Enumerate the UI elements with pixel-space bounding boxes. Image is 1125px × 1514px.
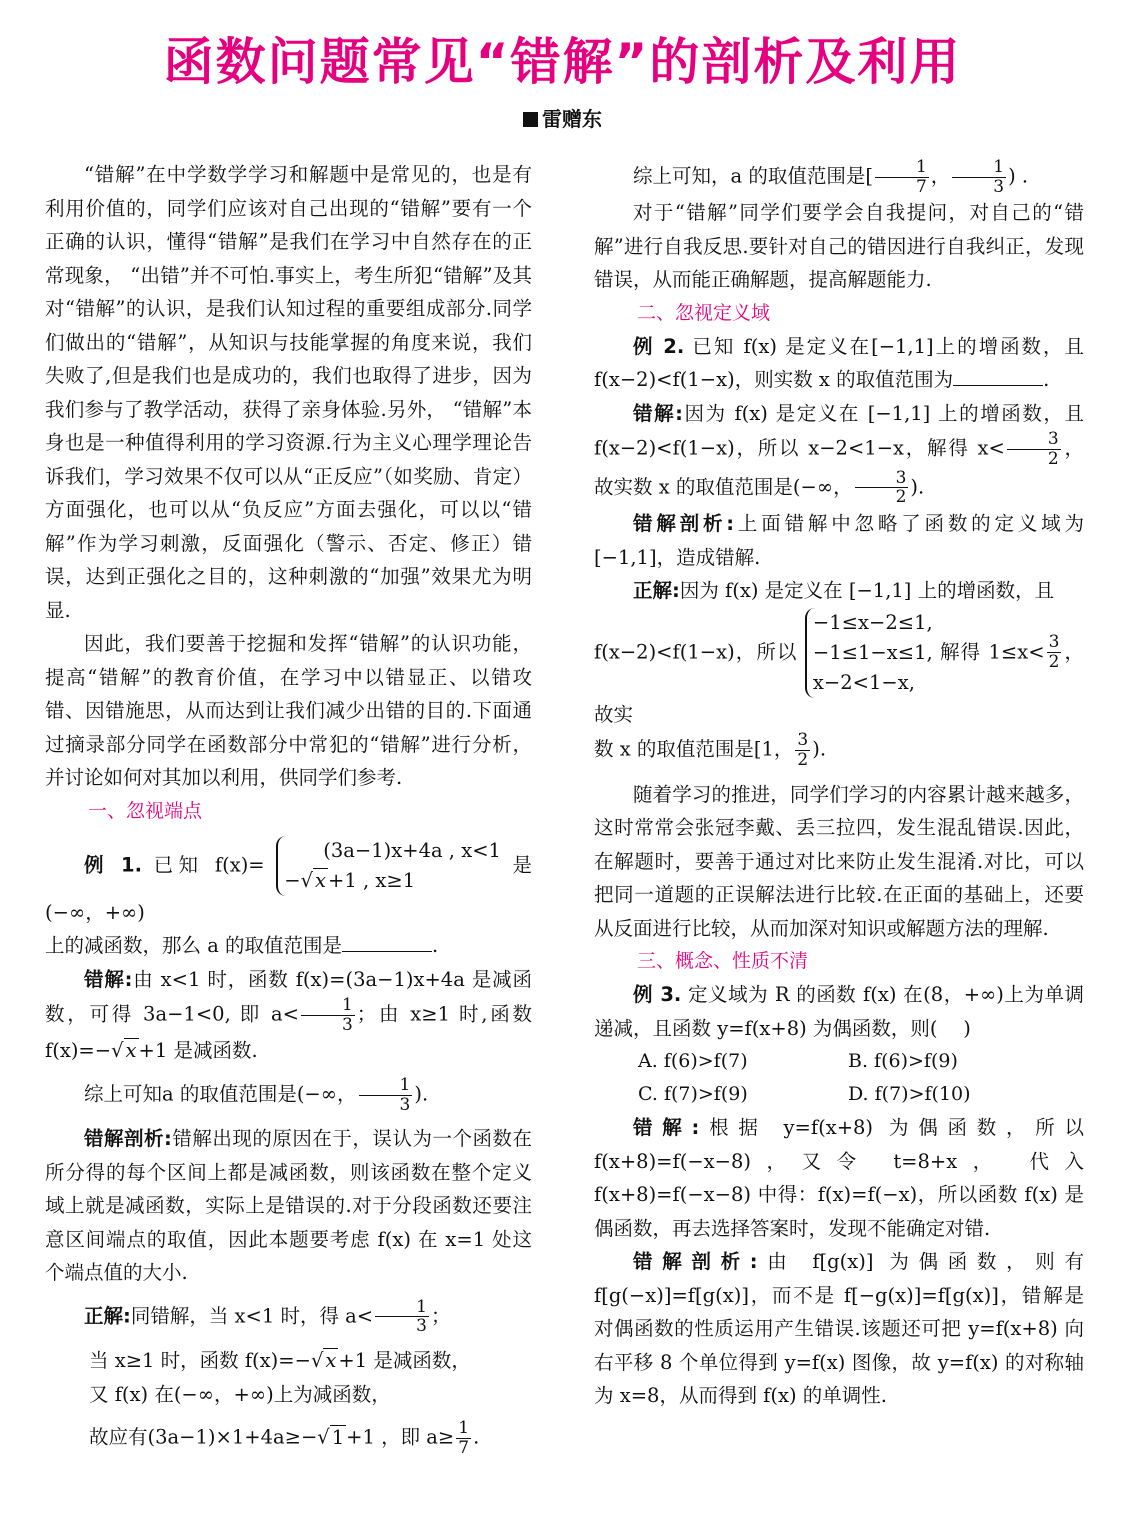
reflection-paragraph: 对于“错解”同学们要学会自我提问，对自己的“错解”进行自我反思.要针对自己的错因进行自我纠正，发现错误，从而能正确解题，提高解题能力. <box>594 201 1084 292</box>
answer-blank <box>342 951 432 952</box>
analysis-3: 错解剖析:由 f[g(x)] 为偶函数，则有 f[g(−x)]=f[g(x)]，而不是 f[−g(x)]=f[g(x)]，错解是对偶函数的性质运用产生错误.该题还可把 y=f(x+8) 向右平移 8 个单位得到 y=f(x) 图像，故 y=f(x) 的对称轴为 x=8，从而得到 f(x) 的单调性. <box>594 1250 1084 1407</box>
example-2: 例 2. 已知 f(x) 是定义在[−1,1]上的增函数，且 f(x−2)<f(1−x)，则实数 x 的取值范围为 . <box>594 334 1085 392</box>
answer-blank <box>953 385 1043 386</box>
author-name: 雷赠东 <box>542 107 602 131</box>
option-c[interactable]: C. f(7)>f(9) <box>638 1083 748 1105</box>
option-a[interactable]: A. f(6)>f(7) <box>638 1050 748 1072</box>
summary-range: 综上可知，a 的取值范围是[ $\frac{1}{7}$ ， $\frac{1}{3}$ ) . <box>633 157 1029 197</box>
option-d[interactable]: D. f(7)>f(10) <box>848 1083 971 1105</box>
wrong-solution-1: 错解:由 x<1 时，函数 f(x)=(3a−1)x+4a 是减函数，可得 3a−1<0, 即 a< $\frac{1}{3}$ ；由 x≥1 时,函数 f(x)=−√ x +1 是减函数. <box>45 967 532 1063</box>
analysis-1: 错解剖析:错解出现的原因在于，误认为一个函数在所分得的每个区间上都是减函数，则该函数在整个定义域上就是减函数，实际上是错误的.对于分段函数还要注意区间端点的取值，因此本题要考虑 f(x) 在 x=1 处这个端点值的大小. <box>45 1127 532 1285</box>
section-heading-3: 三、概念、性质不清 <box>637 950 809 972</box>
analysis-2: 错解剖析:上面错解中忽略了函数的定义域为[−1,1]，造成错解. <box>594 512 1084 569</box>
wrong-solution-2: 错解:因为 f(x) 是定义在 [−1,1] 上的增函数，且 f(x−2)<f(1−x)，所以 x−2<1−x，解得 x< $\frac{3}{2}$ ，故实数 x 的取值范围是(−∞， $\frac{3}{2}$ ). <box>594 401 1084 508</box>
section-heading-2: 二、忽视定义域 <box>637 301 771 324</box>
square-bullet-icon <box>523 112 538 127</box>
option-b[interactable]: B. f(6)>f(9) <box>848 1050 958 1072</box>
system-brace: −1≤x−2≤1, −1≤1−x≤1, x−2<1−x, <box>805 608 933 698</box>
sqrt-icon: √ <box>310 1349 324 1373</box>
summary-1: 综上可知a 的取值范围是(−∞， $\frac{1}{3}$ ). <box>84 1074 429 1115</box>
article-title: 函数问题常见“错解”的剖析及利用 <box>163 33 962 91</box>
sqrt-icon: √ <box>111 1039 124 1063</box>
section-heading-1: 一、忽视端点 <box>88 799 203 822</box>
left-column: “错解”在中学数学学习和解题中是常见的，也是有利用价值的，同学们应该对自己出现的“错解”要有一个正确的认识，懂得“错解”是我们在学习中自然存在的正常现象， “出错”并不可怕.事实上，考生所犯“错解”及其对“错解”的认识，是我们认知过程的重要组成部分.同学们做出的“错解”，从知识与技能掌握的角度来说，我们失败了,但是我们也是成功的，我们也取得了进步，因为我们参与了教学活动，获得了亲身体验.另外， “错解”本身也是一种值得利用的学习资源.行为主义心理学理论告诉我们，学习效果不仅可以从“正反应”（如奖励、肯定）方面强化，也可以从“负反应”方面去强化，可以以“错解”作为学习刺激，反面强化（警示、否定、修正）错误，达到正强化之目的，这种刺激的“加强”效果尤为明显. 因此，我们要善于挖掘和发挥“错解”的认识功能，提高“错解”的教育价值，在学习中以错显正、以错攻错、因错施思，从而达到让我们减少出错的目的.下面通过摘录部分同学在函数部分中常犯的“错解”进行分析，并讨论如何对其加以利用，供同学们参考. 一、忽视端点 例 1. 已知 f(x)= (3a−1)x+4a , x<1 −√ x +1 , x≥1 是(−∞，+∞) 上的减函数，那么 a 的取值范围是 . 错解:由 x<1 时，函数 f(x)=(3a−1)x+4a 是减函数，可得 3a−1<0, 即 a< $\frac{1}{3}$ ；由 x≥1 时,函数 f(x)=−√ x +1 是减函数. 综上可知a 的取值范围是(−∞， $\frac{1}{3}$ ). 错解剖析:错解出现的原因在于，误认为一个函数在所分得的每个区间上都是减函数，则该函数在整个定义域上就是减函数，实际上是错误的.对于分段函数还要注意区间端点的取值，因此本题要考虑 f(x) 在 x=1 处这个端点值的大小. 正解:同错解，当 x<1 时，得 a< $\frac{1}{3}$ ； 当 x≥1 时，函数 f(x)=−√ x +1 是减函数， 又 f(x) 在(−∞，+∞)上为减函数， 故应有(3a−1)×1+4a≥−√ 1 +1 ，即 a≥ $\frac{1}{7}$ . <box>45 158 532 1458</box>
right-column: 综上可知，a 的取值范围是[ $\frac{1}{7}$ ， $\frac{1}{3}$ ) . 对于“错解”同学们要学会自我提问，对自己的“错解”进行自我反思.要针对自己的错因进行自我纠正，发现错误，从而能正确解题，提高解题能力. 二、忽视定义域 例 2. 已知 f(x) 是定义在[−1,1]上的增函数，且 f(x−2)<f(1−x)，则实数 x 的取值范围为 . 错解:因为 f(x) 是定义在 [−1,1] 上的增函数，且 f(x−2)<f(1−x)，所以 x−2<1−x，解得 x< $\frac{3}{2}$ ，故实数 x 的取值范围是(−∞， $\frac{3}{2}$ ). 错解剖析:上面错解中忽略了函数的定义域为[−1,1]，造成错解. 正解:因为 f(x) 是定义在 [−1,1] 上的增函数，且 f(x−2)<f(1−x)，所以 −1≤x−2≤1, −1≤1−x≤1, x−2<1−x, 解得 1≤x< $\frac{3}{2}$ ，故实 数 x 的取值范围是[1， $\frac{3}{2}$ ). 随着学习的推进，同学们学习的内容累计越来越多，这时常常会张冠李戴、丢三拉四，发生混乱错误.因此，在解题时，要善于通过对比来防止发生混淆.对比，可以把同一道题的正误解法进行比较.在正面的基础上，还要从反面进行比较，从而加深对知识或解题方法的理解. 三、概念、性质不清 例 3. 定义域为 R 的函数 f(x) 在(8，+∞)上为单调递减，且函数 y=f(x+8) 为偶函数，则( ) A. f(6)>f(7) B. f(6)>f(9) C. f(7)>f(9) D. f(7)>f(10) 错解:根据 y=f(x+8) 为偶函数，所以 f(x+8)=f(−x−8)，又令 t=8+x， 代入 f(x+8)=f(−x−8) 中得：f(x)=f(−x)，所以函数 f(x) 是偶函数，再去选择答案时，发现不能确定对错. 错解剖析:由 f[g(x)] 为偶函数，则有 f[g(−x)]=f[g(x)]，而不是 f[−g(x)]=f[g(x)]，错解是对偶函数的性质运用产生错误.该题还可把 y=f(x+8) 向右平移 8 个单位得到 y=f(x) 图像，故 y=f(x) 的对称轴为 x=8，从而得到 f(x) 的单调性. <box>594 158 1084 1413</box>
piecewise-brace: (3a−1)x+4a , x<1 −√ x +1 , x≥1 <box>276 836 501 896</box>
wrong-solution-3: 错解:根据 y=f(x+8) 为偶函数，所以 f(x+8)=f(−x−8)，又令 t=8+x， 代入 f(x+8)=f(−x−8) 中得：f(x)=f(−x)，所以函数 f(x) 是偶函数，再去选择答案时，发现不能确定对错. <box>594 1116 1084 1240</box>
correct-solution-1: 正解:同错解，当 x<1 时，得 a< $\frac{1}{3}$ ； <box>84 1296 451 1337</box>
answer-options <box>594 1045 1084 1111</box>
example-3: 例 3. 定义域为 R 的函数 f(x) 在(8，+∞)上为单调递减，且函数 y=f(x+8) 为偶函数，则( ) <box>594 983 1084 1040</box>
correct-solution-2: 正解:因为 f(x) 是定义在 [−1,1] 上的增函数，且 <box>633 579 1055 603</box>
intro-paragraph: “错解”在中学数学学习和解题中是常见的，也是有利用价值的，同学们应该对自己出现的“错解”要有一个正确的认识，懂得“错解”是我们在学习中自然存在的正常现象， “出错”并不可怕.事实上，考生所犯“错解”及其对“错解”的认识，是我们认知过程的重要组成部分.同学们做出的“错解”，从知识与技能掌握的角度来说，我们失败了,但是我们也是成功的，我们也取得了进步，因为我们参与了教学活动，获得了亲身体验.另外， “错解”本身也是一种值得利用的学习资源.行为主义心理学理论告诉我们，学习效果不仅可以从“正反应”（如奖励、肯定）方面强化，也可以从“负反应”方面去强化，可以以“错解”作为学习刺激，反面强化（警示、否定、修正）错误，达到正强化之目的，这种刺激的“加强”效果尤为明显. <box>45 163 532 622</box>
author-line <box>0 103 1125 132</box>
example-1: 例 1. 已知 f(x)= (3a−1)x+4a , x<1 −√ x +1 , x≥1 是(−∞，+∞) <box>45 836 532 930</box>
sqrt-icon: √ <box>317 1425 330 1449</box>
fraction: $\frac{1}{3}$ <box>301 996 355 1034</box>
sqrt-icon: √ <box>300 868 314 892</box>
comparison-paragraph: 随着学习的推进，同学们学习的内容累计越来越多，这时常常会张冠李戴、丢三拉四，发生混乱错误.因此，在解题时，要善于通过对比来防止发生混淆.对比，可以把同一道题的正误解法进行比较.在正面的基础上，还要从反面进行比较，从而加深对知识或解题方法的理解. <box>594 782 1084 940</box>
example-label: 例 1. <box>84 853 142 876</box>
intro-paragraph-2: 因此，我们要善于挖掘和发挥“错解”的认识功能，提高“错解”的教育价值，在学习中以错显正、以错攻错、因错施思，从而达到让我们减少出错的目的.下面通过摘录部分同学在函数部分中常犯的“错解”进行分析，并讨论如何对其加以利用，供同学们参考. <box>45 632 532 789</box>
